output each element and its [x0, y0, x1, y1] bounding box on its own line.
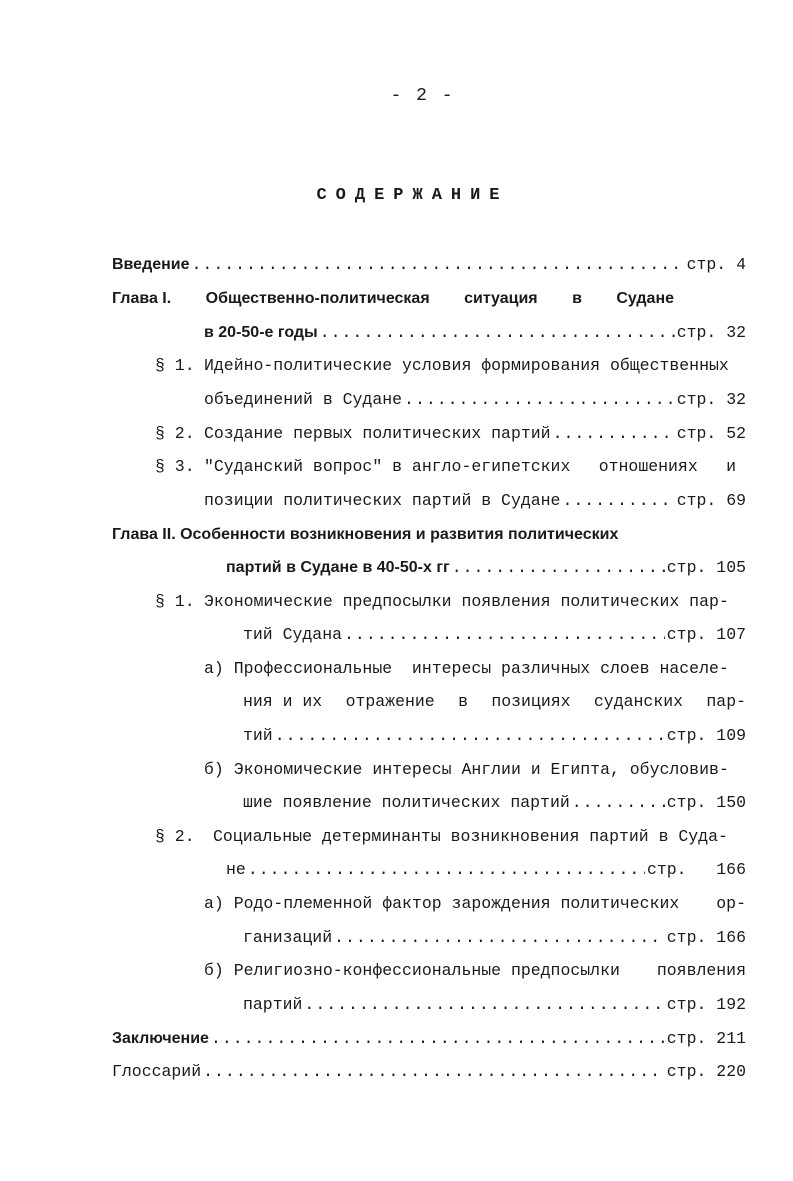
leader-dots [452, 557, 665, 579]
leader-dots [334, 927, 665, 949]
toc-page-ref: стр. 69 [676, 491, 746, 510]
toc-entry-glossary[interactable] [112, 1061, 746, 1083]
toc-chapter-1-continuation[interactable] [204, 322, 746, 344]
toc-entry-label: отношениях [598, 457, 698, 476]
toc-entry-label: ганизаций [243, 928, 333, 947]
section-number: § 1. [155, 356, 195, 375]
toc-entry-label: б) Экономические интересы Англии и Египта, обусловив- [204, 760, 729, 779]
toc-entry-label: Введение [112, 256, 190, 273]
toc-entry-label: Глоссарий [112, 1062, 202, 1081]
chapter-title-word: Общественно-политическая [205, 290, 430, 307]
leader-dots [248, 859, 645, 881]
leader-dots [304, 994, 664, 1016]
leader-dots [572, 792, 665, 814]
toc-entry-label: позициях [491, 692, 571, 711]
toc-subsection-2-2-a[interactable] [204, 893, 746, 915]
toc-section-2-2-continuation[interactable] [226, 859, 746, 881]
section-number: § 3. [155, 457, 195, 476]
toc-subsection-2-1-a-line2[interactable] [243, 691, 746, 713]
toc-entry-label: Глава II. Особенности возникновения и развития политических [112, 526, 619, 543]
toc-entry-label: тий [243, 726, 273, 745]
toc-entry-label: суданских [593, 692, 684, 711]
leader-dots [562, 490, 674, 512]
toc-entry-label: партий [243, 995, 303, 1014]
toc-entry-label: тий Судана [243, 625, 343, 644]
toc-entry-label: "Суданский вопрос" в англо-египетских [204, 457, 571, 476]
toc-entry-label: шие появление политических партий [243, 793, 570, 812]
chapter-title-word: в [572, 290, 582, 307]
leader-dots [344, 624, 665, 646]
toc-entry-label: появления [656, 961, 746, 980]
toc-subsection-2-1-b-line2[interactable] [243, 792, 746, 814]
toc-entry-label: не [226, 860, 246, 879]
toc-page-ref: стр. 109 [666, 726, 746, 745]
chapter-number: Глава I. [112, 290, 172, 307]
toc-entry-label: пар- [706, 692, 746, 711]
toc-subsection-2-2-a-line2[interactable] [243, 927, 746, 949]
toc-entry-label: б) Религиозно-конфессиональные предпосылки [204, 961, 620, 980]
toc-section-2-2[interactable] [155, 826, 750, 848]
page-number: - 2 - [390, 86, 455, 106]
toc-subsection-2-1-b[interactable] [204, 759, 754, 781]
toc-entry-label: партий в Судане в 40-50-х гг [226, 559, 450, 576]
toc-page-ref: стр. 211 [666, 1029, 746, 1048]
chapter-title-word: ситуация [464, 290, 538, 307]
leader-dots [203, 1061, 665, 1083]
toc-section-1-1[interactable] [155, 355, 745, 377]
toc-page-ref: стр. 105 [666, 558, 746, 577]
leader-dots [320, 322, 675, 344]
toc-chapter-2-continuation[interactable] [226, 557, 746, 579]
leader-dots [211, 1028, 665, 1050]
toc-section-1-3-continuation[interactable] [204, 490, 746, 512]
toc-section-2-1-continuation[interactable] [243, 624, 746, 646]
toc-page-ref: стр. 220 [666, 1062, 746, 1081]
toc-entry-label: Экономические предпосылки появления политических пар- [204, 592, 729, 611]
chapter-title-word: Судане [616, 290, 674, 307]
toc-entry-label: объединений в Судане [204, 390, 403, 409]
toc-entry-label: Социальные детерминанты возникновения партий в Суда- [213, 827, 728, 846]
toc-page-ref: стр. 150 [666, 793, 746, 812]
toc-entry-label: отражение [345, 692, 435, 711]
toc-entry-label: ния и их [243, 692, 323, 711]
toc-entry-label: и [726, 457, 736, 476]
page-title: СОДЕРЖАНИЕ [316, 186, 509, 205]
toc-entry-label: в [458, 692, 468, 711]
toc-section-1-3[interactable] [155, 456, 736, 478]
toc-entry-label: позиции политических партий в Судане [204, 491, 561, 510]
toc-entry-label: Заключение [112, 1030, 209, 1047]
toc-page-ref: стр. 166 [666, 928, 746, 947]
toc-page-ref: стр. 107 [666, 625, 746, 644]
section-number: § 1. [155, 592, 195, 611]
toc-page-ref: стр. 32 [676, 390, 746, 409]
toc-chapter-2-heading[interactable] [112, 524, 722, 546]
toc-entry-label: а) Родо-племенной фактор зарождения политических [204, 894, 680, 913]
toc-entry-conclusion[interactable] [112, 1028, 746, 1050]
toc-subsection-2-2-b[interactable] [204, 960, 746, 982]
toc-entry-label: Создание первых политических партий [204, 424, 551, 443]
toc-subsection-2-1-a[interactable] [204, 658, 754, 680]
section-number: § 2. [155, 424, 195, 443]
leader-dots [192, 254, 685, 276]
toc-page-ref: стр. 52 [676, 424, 746, 443]
leader-dots [553, 423, 675, 445]
toc-section-1-2[interactable] [155, 423, 746, 445]
toc-page-ref: стр. 166 [646, 860, 746, 879]
toc-chapter-1-heading[interactable] [112, 288, 674, 310]
toc-page-ref: стр. 192 [666, 995, 746, 1014]
toc-entry-label: ор- [716, 894, 746, 913]
toc-entry-label: в 20-50-е годы [204, 324, 318, 341]
toc-section-1-1-continuation[interactable] [204, 389, 746, 411]
toc-entry-label: Идейно-политические условия формирования общественных [204, 356, 729, 375]
toc-section-2-1[interactable] [155, 591, 750, 613]
leader-dots [275, 725, 665, 747]
toc-page-ref: стр. 4 [686, 255, 746, 274]
toc-page-ref: стр. 32 [676, 323, 746, 342]
section-number: § 2. [155, 827, 195, 846]
leader-dots [404, 389, 675, 411]
toc-entry-introduction[interactable] [112, 254, 746, 276]
toc-subsection-2-2-b-line2[interactable] [243, 994, 746, 1016]
toc-subsection-2-1-a-line3[interactable] [243, 725, 746, 747]
toc-entry-label: а) Профессиональные интересы различных слоев населе- [204, 659, 729, 678]
